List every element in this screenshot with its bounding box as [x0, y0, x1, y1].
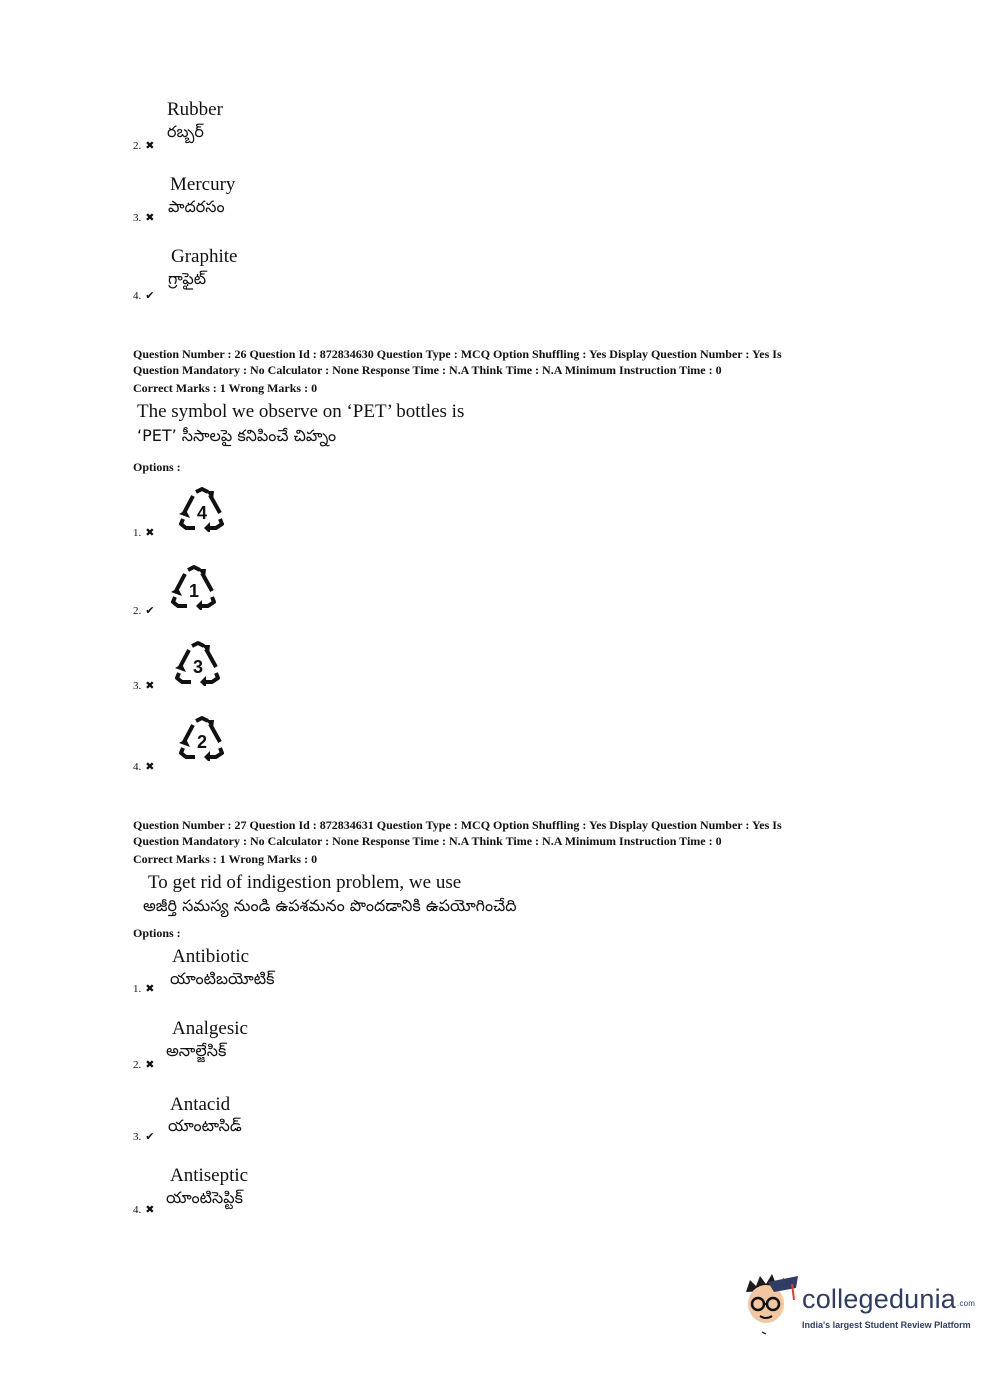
recycle-number: 3 [192, 657, 204, 677]
option-number: 2. ✔ [133, 604, 155, 617]
wrong-mark-icon: ✖ [145, 1204, 155, 1216]
option-text-te: రబ్బర్ [167, 122, 204, 141]
options-label: Options : [133, 926, 181, 940]
recycle-symbol-2-icon [176, 715, 228, 761]
brand-tagline: India's largest Student Review Platform [802, 1320, 971, 1330]
option-text-en: Mercury [170, 174, 236, 195]
question-text-en: The symbol we observe on ‘PET’ bottles is [137, 401, 465, 422]
question-meta: Question Number : 26 Question Id : 872834630 Question Type : MCQ Option Shuffling : Yes Display Question Number : Yes Is Question Mandatory : No Calculator : None Response Time : N.A Think Time : N.A Minimum Instruction Time : 0 Correct Marks : 1 Wrong Marks : 0 [133, 347, 782, 395]
wrong-mark-icon: ✖ [145, 680, 155, 692]
option-number: 4. ✔ [133, 289, 155, 302]
wrong-mark-icon: ✖ [145, 527, 155, 539]
option-number: 4. ✖ [133, 1203, 155, 1216]
option-text-te: పాదరసం [168, 197, 225, 216]
wrong-mark-icon: ✖ [145, 212, 155, 224]
option-text-te: గ్రాఫైట్ [168, 269, 207, 288]
option-text-te: యాంటాసిడ్ [168, 1116, 242, 1135]
option-number: 1. ✖ [133, 982, 155, 995]
correct-mark-icon: ✔ [145, 605, 155, 617]
option-text-en: Graphite [171, 246, 238, 267]
option-number: 2. ✖ [133, 139, 155, 152]
option-number: 3. ✖ [133, 211, 155, 224]
option-text-en: Antibiotic [172, 946, 250, 967]
option-text-en: Antacid [170, 1094, 231, 1115]
wrong-mark-icon: ✖ [145, 1059, 155, 1071]
wrong-mark-icon: ✖ [145, 140, 155, 152]
recycle-number: 4 [196, 503, 208, 523]
option-number: 1. ✖ [133, 526, 155, 539]
question-text-en: To get rid of indigestion problem, we use [148, 872, 462, 893]
brand-name: collegedunia.com [802, 1284, 976, 1314]
collegedunia-logo [740, 1272, 976, 1342]
wrong-mark-icon: ✖ [145, 983, 155, 995]
question-text-te: అజీర్తి సమస్య నుండి ఉపశమనం పొందడానికి ఉపయోగించేది [143, 896, 517, 915]
recycle-number: 2 [196, 732, 208, 752]
options-label: Options : [133, 460, 181, 474]
option-number: 3. ✖ [133, 679, 155, 692]
recycle-number: 1 [188, 581, 200, 601]
wrong-mark-icon: ✖ [145, 761, 155, 773]
recycle-symbol-4-icon [176, 486, 228, 532]
recycle-symbol-3-icon [172, 640, 224, 686]
question-text-te: ‘PET’ సీసాలపై కనిపించే చిహ్నం [137, 426, 337, 445]
recycle-symbol-1-icon [168, 564, 220, 610]
question-meta: Question Number : 27 Question Id : 872834631 Question Type : MCQ Option Shuffling : Yes Display Question Number : Yes Is Question Mandatory : No Calculator : None Response Time : N.A Think Time : N.A Minimum Instruction Time : 0 Correct Marks : 1 Wrong Marks : 0 [133, 818, 782, 866]
option-number: 4. ✖ [133, 760, 155, 773]
mascot-icon [740, 1272, 800, 1338]
option-text-te: అనాల్జేసిక్ [166, 1041, 227, 1060]
correct-mark-icon: ✔ [145, 290, 155, 302]
option-text-te: యాంటిబయోటిక్ [170, 969, 275, 988]
option-number: 2. ✖ [133, 1058, 155, 1071]
option-text-en: Antiseptic [170, 1165, 249, 1186]
option-number: 3. ✔ [133, 1130, 155, 1143]
correct-mark-icon: ✔ [145, 1131, 155, 1143]
option-text-en: Rubber [167, 99, 223, 120]
option-text-en: Analgesic [172, 1018, 248, 1039]
option-text-te: యాంటిసెప్టిక్ [166, 1188, 243, 1207]
